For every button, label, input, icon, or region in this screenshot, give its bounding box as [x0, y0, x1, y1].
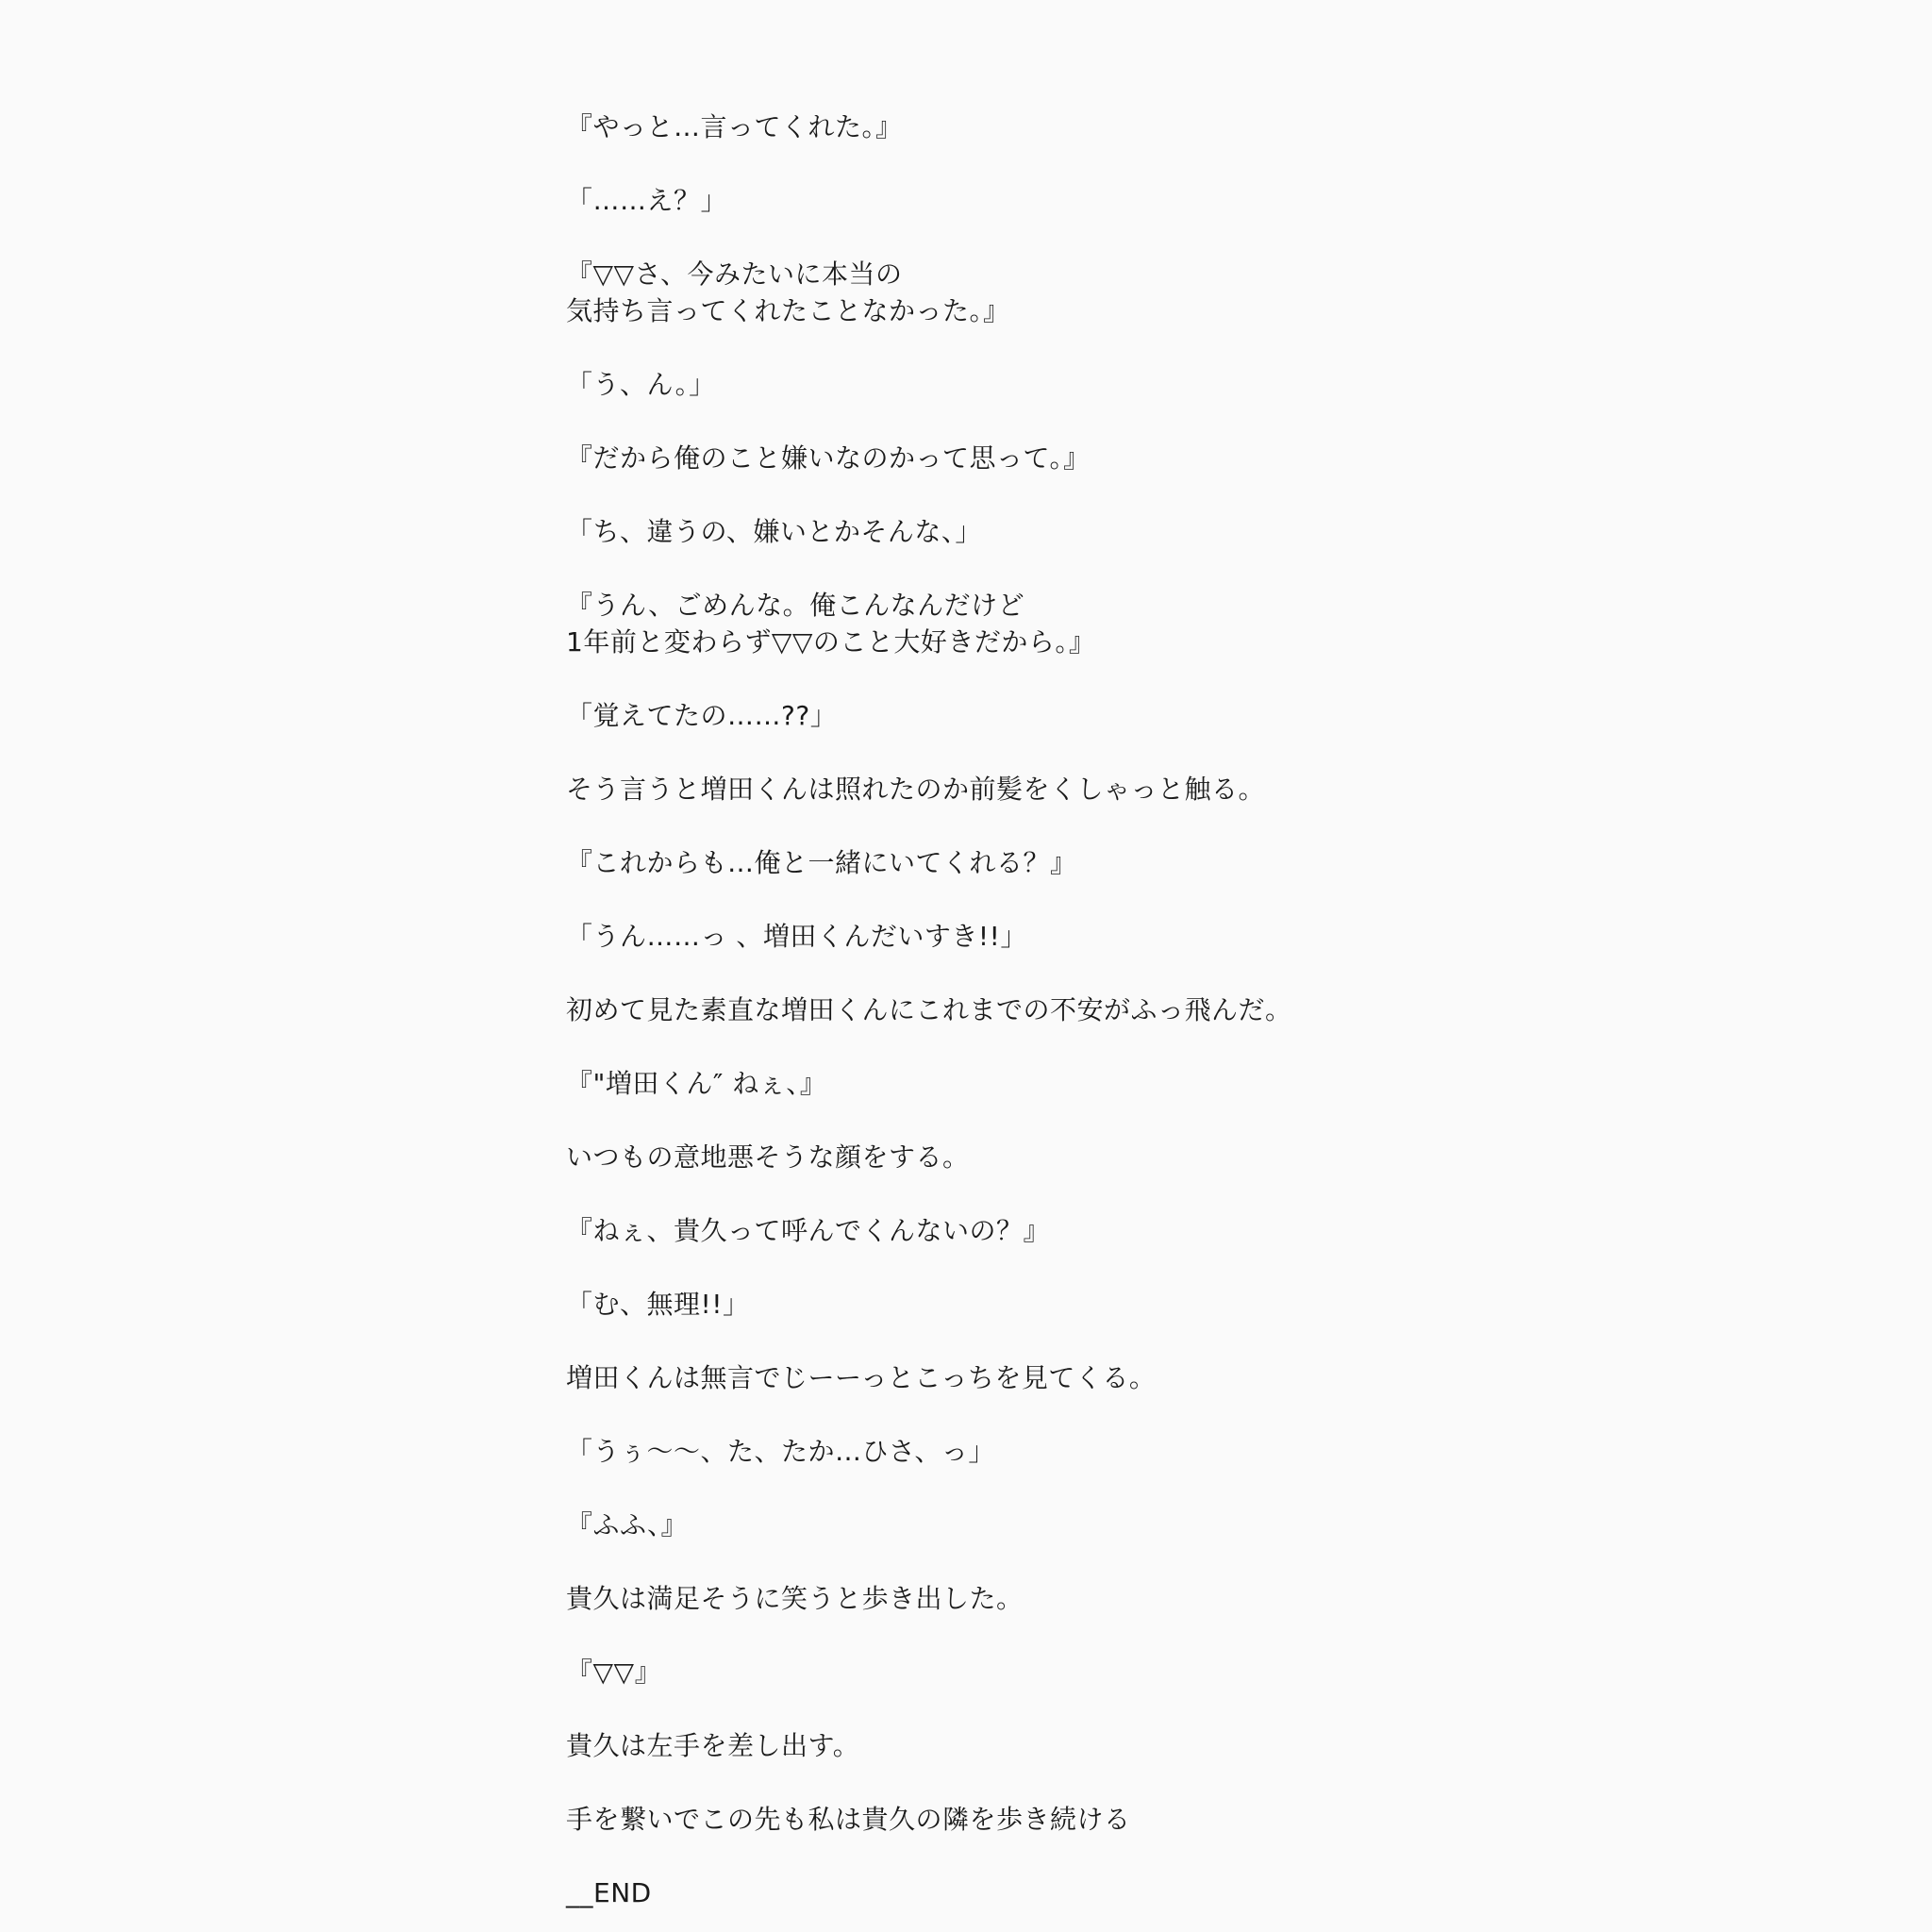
narration-line: いつもの意地悪そうな顔をする。 [566, 1141, 970, 1173]
dialogue-line: 『うん、ごめんな。俺こんなんだけど 1年前と変わらず▽▽のこと大好きだから。』 [566, 590, 1096, 658]
dialogue-line: 「うぅ〜〜、た、たか…ひさ、っ」 [566, 1436, 995, 1467]
dialogue-line: 「……え？」 [566, 185, 728, 216]
dialogue-line: 『▽▽』 [566, 1657, 662, 1688]
dialogue-line: 『"増田くん″ ねぇ、』 [566, 1068, 827, 1099]
dialogue-line: 『ねぇ、貴久って呼んでくんないの？』 [566, 1215, 1051, 1246]
dialogue-line: 『やっと…言ってくれた。』 [566, 111, 903, 142]
dialogue-line: 「む、無理!!」 [566, 1289, 750, 1320]
dialogue-line: 『これからも…俺と一緒にいてくれる？』 [566, 847, 1077, 878]
narration-line: そう言うと増田くんは照れたのか前髪をくしゃっと触る。 [566, 774, 1266, 805]
dialogue-line: 「う、ん。」 [566, 369, 716, 400]
narration-line: 初めて見た素直な増田くんにこれまでの不安がふっ飛んだ。 [566, 994, 1292, 1025]
dialogue-line: 『だから俺のこと嫌いなのかって思って。』 [566, 442, 1091, 474]
dialogue-line: 『ふふ、』 [566, 1509, 689, 1541]
dialogue-line: 「ち、違うの、嫌いとかそんな、」 [566, 516, 982, 547]
dialogue-line: 「覚えてたの……??」 [566, 700, 838, 731]
story-text-column [566, 108, 1415, 1911]
end-marker: __END [566, 1877, 652, 1908]
narration-line: 手を繋いでこの先も私は貴久の隣を歩き続ける [566, 1804, 1131, 1835]
narration-line: 貴久は満足そうに笑うと歩き出した。 [566, 1583, 1024, 1614]
dialogue-line: 「うん……っ 、増田くんだいすき!!」 [566, 921, 1027, 952]
narration-line: 貴久は左手を差し出す。 [566, 1730, 860, 1761]
narration-line: 増田くんは無言でじーーっとこっちを見てくる。 [566, 1362, 1157, 1393]
dialogue-line: 『▽▽さ、今みたいに本当の 気持ち言ってくれたことなかった。』 [566, 258, 1010, 326]
